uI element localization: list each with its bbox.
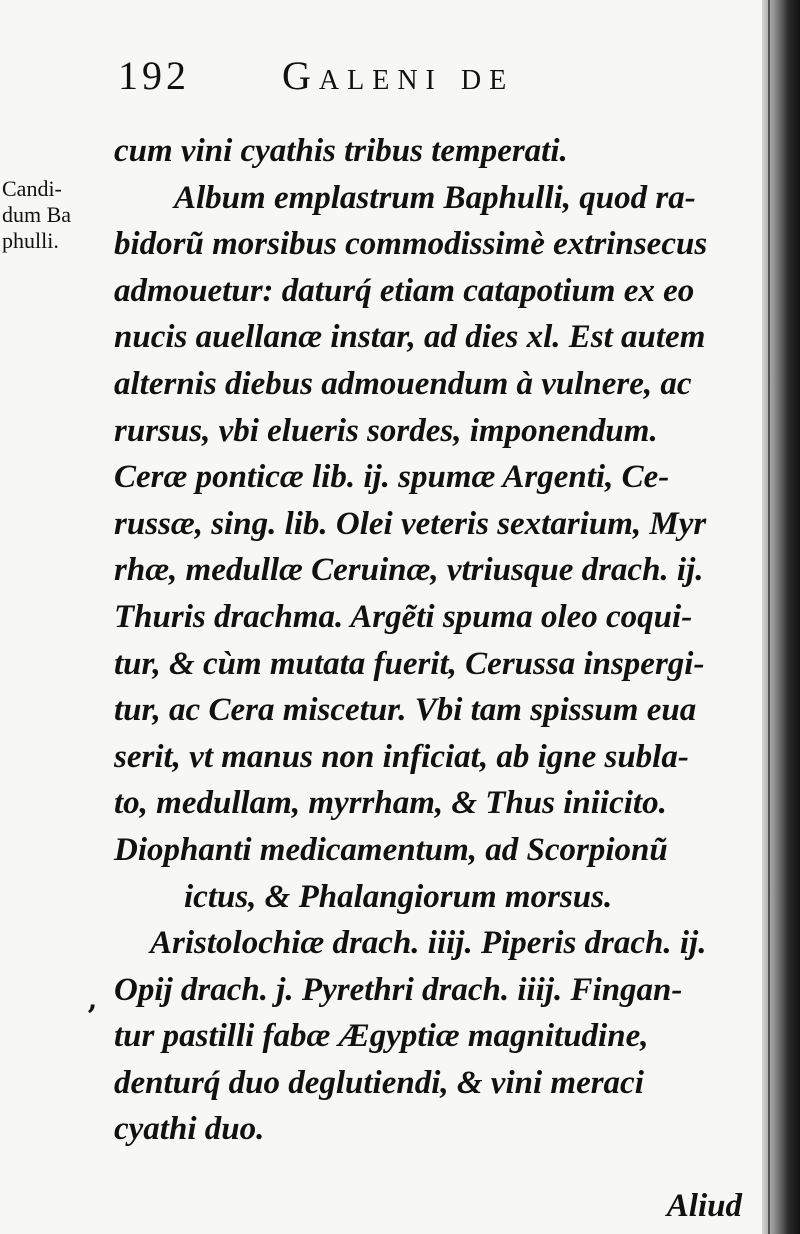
marginal-note-line: dum Ba <box>2 202 72 227</box>
ink-mark: ʼ <box>86 1000 97 1035</box>
running-title: Galeni de <box>282 53 515 98</box>
text-line: Aristolochiæ drach. iiij. Piperis drach. ij. <box>150 925 707 962</box>
text-line: russæ, sing. lib. Olei veteris sextarium, Myr <box>114 505 707 542</box>
marginal-note-line: phulli. <box>2 228 59 253</box>
text-line: Thuris drachma. Argẽti spuma oleo coqui- <box>114 598 693 635</box>
section-heading: Diophanti medicamentum, ad Scorpionũ <box>114 831 668 868</box>
marginal-note <box>2 176 112 254</box>
page-number: 192 <box>118 53 190 98</box>
text-line: denturq́ duo deglutiendi, & vini meraci <box>114 1064 644 1101</box>
page-edge <box>768 0 770 1234</box>
text-line: cum vini cyathis tribus temperati. <box>114 133 568 169</box>
text-line: Opij drach. j. Pyrethri drach. iiij. Fingan- <box>114 971 683 1008</box>
body-text <box>114 128 754 1153</box>
text-line: bidorũ morsibus commodissimè extrinsecus <box>114 226 708 263</box>
catchword: Aliud <box>666 1188 742 1224</box>
text-line: Ceræ ponticæ lib. ij. spumæ Argenti, Ce- <box>114 459 670 496</box>
text-line: rursus, vbi elueris sordes, imponendum. <box>114 412 658 449</box>
text-line: nucis auellanæ instar, ad dies xl. Est autem <box>114 319 706 356</box>
section-heading: ictus, & Phalangiorum morsus. <box>184 878 613 915</box>
text-line: tur pastilli fabæ Ægyptiæ magnitudine, <box>114 1018 649 1055</box>
page-header <box>118 48 738 108</box>
text-line: tur, & cùm mutata fuerit, Cerussa inspergi- <box>114 645 705 682</box>
text-line: admouetur: daturq́ etiam catapotium ex eo <box>114 272 695 309</box>
text-line: alternis diebus admouendum à vulnere, ac <box>114 365 692 402</box>
text-line: serit, vt manus non inficiat, ab igne subla- <box>114 738 689 775</box>
text-line: Album emplastrum Baphulli, quod ra- <box>174 179 696 216</box>
text-line: rhæ, medullæ Ceruinæ, vtriusque drach. ij. <box>114 552 704 589</box>
marginal-note-line: Candi- <box>2 176 62 201</box>
text-line: to, medullam, myrrham, & Thus iniicito. <box>114 785 667 822</box>
text-line: tur, ac Cera miscetur. Vbi tam spissum eua <box>114 692 697 729</box>
text-line: cyathi duo. <box>114 1111 265 1148</box>
